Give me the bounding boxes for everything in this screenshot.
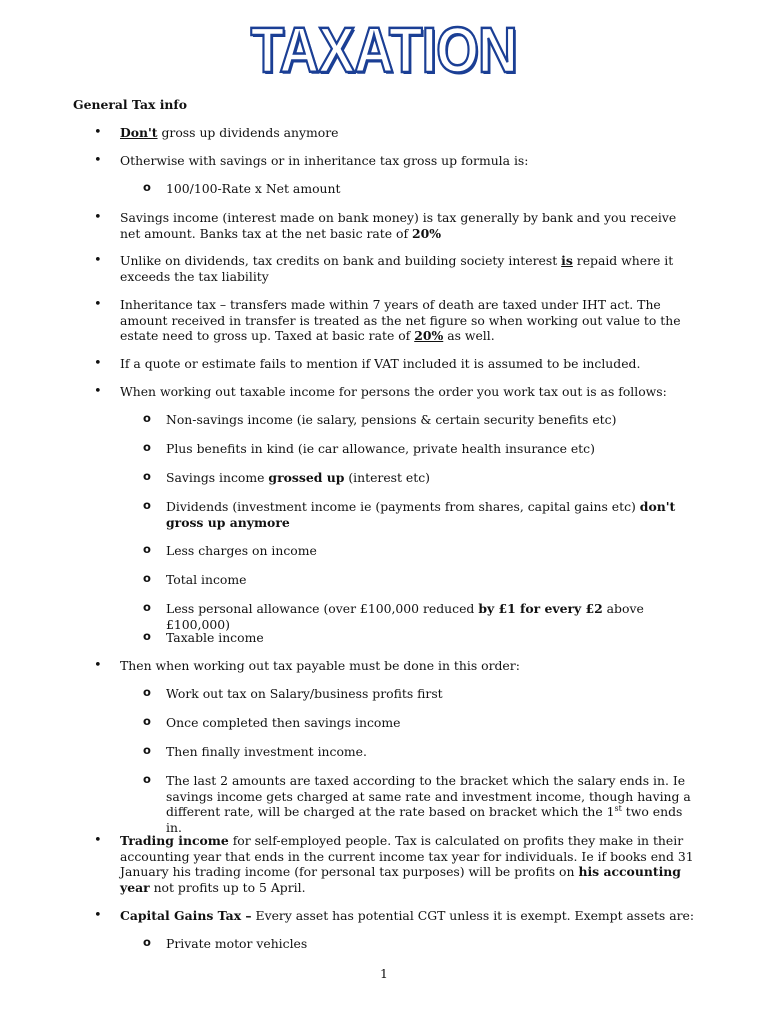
text-run: Non-savings income (ie salary, pensions & certain security benefits etc) bbox=[166, 412, 617, 427]
text-run: not profits up to 5 April. bbox=[149, 879, 306, 895]
text-run: Work out tax on Salary/business profits first bbox=[166, 686, 443, 701]
text-run: grossed up bbox=[268, 470, 345, 485]
text-run: is bbox=[561, 253, 573, 268]
sub-bullet-marker: o bbox=[143, 542, 151, 556]
text-run: Savings income bbox=[166, 470, 269, 485]
text-run: If a quote or estimate fails to mention if VAT included it is assumed to be included. bbox=[120, 356, 641, 371]
sub-bullet-marker: o bbox=[143, 629, 151, 643]
bullet-marker: • bbox=[94, 153, 102, 168]
section-heading: General Tax info bbox=[73, 97, 188, 112]
text-run: Unlike on dividends, tax credits on bank and building society interest bbox=[120, 253, 562, 268]
sub-bullet-marker: o bbox=[143, 180, 151, 194]
bullet-marker: • bbox=[94, 658, 102, 673]
sub-bullet-marker: o bbox=[143, 571, 151, 585]
text-run: Private motor vehicles bbox=[166, 936, 308, 951]
text-run: Inheritance tax – transfers made within 7 years of death are taxed under IHT act. The amount received in transfer is treated as the net figure so when working out value to the estate need to gross up. Taxed at basic rate of bbox=[120, 297, 681, 343]
text-run: Then finally investment income. bbox=[166, 744, 367, 759]
sub-bullet-marker: o bbox=[143, 772, 151, 786]
text-run: Once completed then savings income bbox=[166, 715, 401, 730]
document-title: TAXATION bbox=[250, 14, 518, 86]
text-run: Capital Gains Tax – bbox=[120, 908, 252, 923]
bullet-marker: • bbox=[94, 356, 102, 371]
text-run: Savings income (interest made on bank money) is tax generally by bank and you receive net amount. Banks tax at the net basic rate of bbox=[120, 210, 677, 241]
text-run: by £1 for every £2 bbox=[478, 601, 603, 616]
sub-bullet-marker: o bbox=[143, 411, 151, 425]
text-run: Less charges on income bbox=[166, 543, 317, 558]
text-run: Every asset has potential CGT unless it is exempt. Exempt assets are: bbox=[251, 908, 695, 923]
bullet-marker: • bbox=[94, 125, 102, 140]
text-run: Less personal allowance (over £100,000 reduced bbox=[166, 601, 479, 616]
text-run: above £100,000) bbox=[166, 601, 644, 632]
title-block bbox=[0, 14, 768, 86]
sub-bullet-marker: o bbox=[143, 935, 151, 949]
bullet-marker: • bbox=[94, 253, 102, 268]
text-run: gross up dividends anymore bbox=[157, 125, 339, 140]
text-run: Otherwise with savings or in inheritance tax gross up formula is: bbox=[120, 153, 529, 168]
text-run: The last 2 amounts are taxed according to the bracket which the salary ends in. Ie savings income gets charged at same rate and investment income, though having a different rate, will be charged at the rate based on bracket which the 1 bbox=[166, 773, 691, 819]
sub-bullet-marker: o bbox=[143, 714, 151, 728]
bullet-marker: • bbox=[94, 833, 102, 848]
text-run: When working out taxable income for persons the order you work tax out is as follows: bbox=[120, 384, 667, 399]
page-number: 1 bbox=[380, 966, 388, 981]
bullet-marker: • bbox=[94, 384, 102, 399]
text-run: 100/100-Rate x Net amount bbox=[166, 181, 341, 196]
superscript: st bbox=[614, 803, 622, 813]
text-run: Plus benefits in kind (ie car allowance, private health insurance etc) bbox=[166, 441, 595, 456]
sub-bullet-marker: o bbox=[143, 469, 151, 483]
text-run: his accounting year bbox=[120, 864, 681, 895]
text-run: repaid where it exceeds the tax liability bbox=[120, 253, 674, 284]
sub-bullet-marker: o bbox=[143, 685, 151, 699]
sub-bullet-marker: o bbox=[143, 498, 151, 512]
text-run: don't gross up anymore bbox=[166, 499, 676, 530]
text-run: Taxable income bbox=[166, 630, 264, 645]
text-run: Don't bbox=[120, 125, 158, 140]
text-run: for self-employed people. Tax is calculated on profits they make in their accounting year that ends in the current income tax year for individuals. Ie if books end 31 January his trading income (for personal tax purposes) will be profits on bbox=[120, 833, 694, 879]
sub-bullet-marker: o bbox=[143, 743, 151, 757]
bullet-marker: • bbox=[94, 297, 102, 312]
text-run: 20% bbox=[412, 225, 442, 241]
text-run: Dividends (investment income ie (payments from shares, capital gains etc) bbox=[166, 499, 640, 514]
bullet-marker: • bbox=[94, 210, 102, 225]
sub-bullet-marker: o bbox=[143, 600, 151, 614]
text-run: (interest etc) bbox=[344, 470, 431, 485]
text-run: as well. bbox=[443, 328, 495, 343]
text-run: 20% bbox=[414, 328, 444, 343]
sub-bullet-marker: o bbox=[143, 440, 151, 454]
text-run: Then when working out tax payable must be done in this order: bbox=[120, 658, 520, 673]
text-run: two ends in. bbox=[166, 804, 683, 835]
text-run: Trading income bbox=[120, 833, 229, 848]
bullet-marker: • bbox=[94, 908, 102, 923]
text-run: Total income bbox=[166, 572, 247, 587]
